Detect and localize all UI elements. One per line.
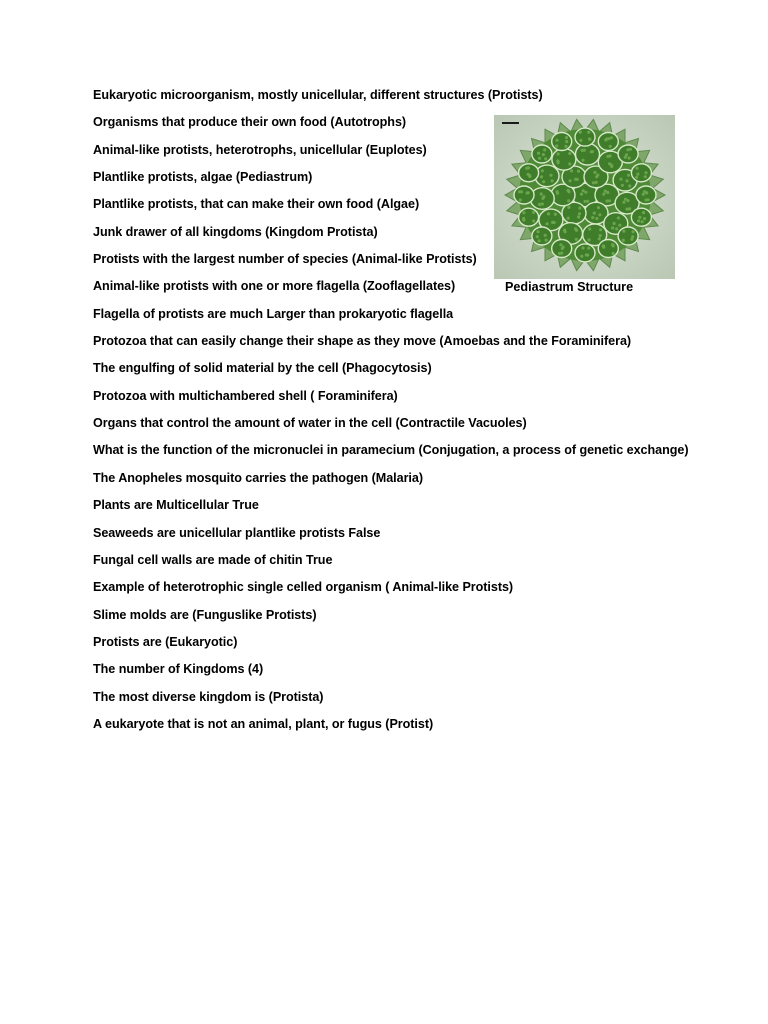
question-text: Plants are Multicellular True bbox=[93, 498, 259, 513]
answer-text: (Kingdom Protista) bbox=[265, 224, 378, 239]
answer-text: (Animal-like Protists) bbox=[351, 252, 477, 267]
answer-text: (Zooflagellates) bbox=[362, 279, 456, 294]
question-text: Eukaryotic microorganism, mostly unicellular, different structures bbox=[93, 88, 485, 102]
figure-caption: Pediastrum Structure bbox=[505, 280, 634, 294]
question-line bbox=[93, 524, 753, 551]
question-text: Animal-like protists, heterotrophs, unicellular bbox=[93, 142, 363, 157]
question-text: Protists with the largest number of species bbox=[93, 252, 349, 267]
question-line bbox=[93, 305, 753, 332]
question-text: Slime molds are bbox=[93, 607, 189, 622]
question-line bbox=[93, 633, 753, 660]
question-line bbox=[93, 359, 753, 386]
answer-text: Foraminifera) bbox=[317, 388, 398, 403]
question-text: The engulfing of solid material by the cell bbox=[93, 361, 339, 376]
question-text: The most diverse kingdom is bbox=[93, 689, 266, 704]
question-text: Plantlike protists, algae bbox=[93, 170, 233, 185]
question-line bbox=[93, 578, 753, 605]
answer-text: (Phagocytosis) bbox=[342, 361, 432, 376]
question-line bbox=[93, 551, 753, 578]
question-line bbox=[93, 277, 753, 304]
question-text: Seaweeds are unicellular plantlike protists False bbox=[93, 525, 381, 540]
question-line bbox=[93, 496, 753, 523]
question-text: Protozoa with multichambered shell ( bbox=[93, 388, 315, 403]
answer-text: (4) bbox=[247, 662, 264, 677]
question-text: Flagella of protists are much Larger than prokaryotic flagella bbox=[93, 306, 454, 321]
question-text: Organs that control the amount of water in the cell bbox=[93, 416, 393, 431]
question-line bbox=[93, 387, 753, 414]
question-line bbox=[93, 469, 753, 496]
question-line bbox=[93, 715, 753, 742]
answer-text: (Protists) bbox=[487, 88, 543, 102]
question-text: Organisms that produce their own food bbox=[93, 115, 327, 130]
pediastrum-image bbox=[494, 115, 675, 279]
question-text: Example of heterotrophic single celled organism ( bbox=[93, 580, 390, 595]
question-line bbox=[93, 86, 753, 113]
answer-text: Animal-like Protists) bbox=[392, 580, 514, 595]
answer-text: (Pediastrum) bbox=[235, 170, 313, 185]
answer-text: (Euplotes) bbox=[365, 142, 427, 157]
answer-text: (Contractile Vacuoles) bbox=[395, 416, 527, 431]
question-text: The number of Kingdoms bbox=[93, 662, 245, 677]
answer-text: (Protista) bbox=[268, 689, 324, 704]
answer-text: (Autotrophs) bbox=[330, 115, 407, 130]
question-text: What is the function of the micronuclei in paramecium bbox=[93, 443, 416, 458]
answer-text: (Eukaryotic) bbox=[165, 634, 238, 649]
question-text: The Anopheles mosquito carries the pathogen bbox=[93, 470, 369, 485]
question-text: Animal-like protists with one or more flagella bbox=[93, 279, 360, 294]
answer-text: (Conjugation, a process of genetic exchange) bbox=[418, 443, 689, 458]
question-line bbox=[93, 441, 753, 468]
question-line bbox=[93, 688, 753, 715]
question-line bbox=[93, 332, 753, 359]
question-line bbox=[93, 606, 753, 633]
answer-text: (Algae) bbox=[376, 197, 420, 212]
question-line bbox=[93, 660, 753, 687]
question-text: Protists are bbox=[93, 634, 162, 649]
answer-text: (Malaria) bbox=[371, 470, 423, 485]
question-text: A eukaryote that is not an animal, plant, or fugus bbox=[93, 716, 382, 731]
answer-text: (Amoebas and the Foraminifera) bbox=[439, 334, 632, 349]
question-line bbox=[93, 414, 753, 441]
question-text: Fungal cell walls are made of chitin True bbox=[93, 552, 333, 567]
question-text: Junk drawer of all kingdoms bbox=[93, 224, 262, 239]
question-text: Plantlike protists, that can make their own food bbox=[93, 197, 374, 212]
answer-text: (Protist) bbox=[385, 716, 434, 731]
question-text: Protozoa that can easily change their shape as they move bbox=[93, 334, 436, 349]
answer-text: (Funguslike Protists) bbox=[192, 607, 317, 622]
